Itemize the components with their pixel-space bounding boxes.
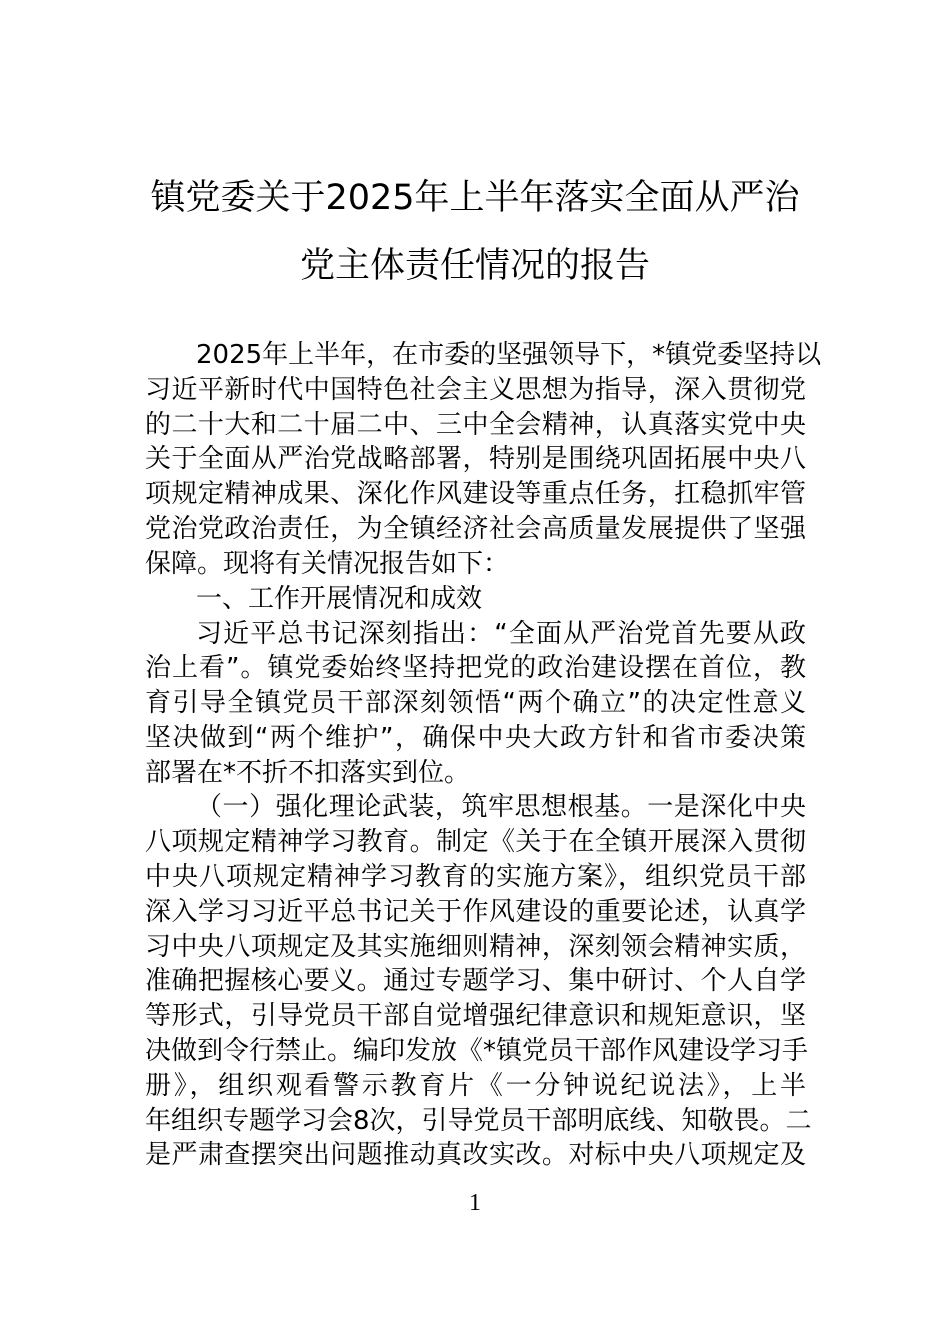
body-line: 部署在*不折不扣落实到位。	[145, 758, 471, 788]
body-line: （一）强化理论武装，筑牢思想根基。一是深化中央	[196, 792, 806, 822]
body-line: 保障。现将有关情况报告如下：	[145, 549, 510, 579]
body-line: 治上看”。镇党委始终坚持把党的政治建设摆在首位，教	[145, 653, 806, 683]
body-line: 深入学习习近平总书记关于作风建设的重要论述，认真学	[145, 897, 806, 927]
body-line: 坚决做到“两个维护”，确保中央大政方针和省市委决策	[145, 723, 806, 753]
body-line: 决做到令行禁止。编印发放《*镇党员干部作风建设学习手	[145, 1036, 809, 1066]
body-line: 是严肃查摆突出问题推动真改实改。对标中央八项规定及	[145, 1140, 806, 1170]
body-line: 习中央八项规定及其实施细则精神，深刻领会精神实质，	[145, 932, 806, 962]
body-line: 八项规定精神学习教育。制定《关于在全镇开展深入贯彻	[145, 827, 806, 857]
body-line: 年组织专题学习会8次，引导党员干部明底线、知敬畏。二	[145, 1106, 812, 1136]
page-number: 1	[469, 1190, 481, 1216]
section-heading: 一、工作开展情况和成效	[196, 584, 483, 614]
document-title-line-1: 镇党委关于2025年上半年落实全面从严治	[150, 178, 800, 218]
body-line: 册》，组织观看警示教育片《一分钟说纪说法》，上半	[145, 1071, 806, 1101]
body-line: 党治党政治责任，为全镇经济社会高质量发展提供了坚强	[145, 514, 806, 544]
body-line: 习近平新时代中国特色社会主义思想为指导，深入贯彻党	[145, 375, 806, 405]
body-line: 2025年上半年，在市委的坚强领导下，*镇党委坚持以	[196, 340, 822, 370]
body-line: 关于全面从严治党战略部署，特别是围绕巩固拓展中央八	[145, 444, 806, 474]
body-line: 准确把握核心要义。通过专题学习、集中研讨、个人自学	[145, 966, 806, 996]
body-line: 等形式，引导党员干部自觉增强纪律意识和规矩意识，坚	[145, 1001, 806, 1031]
body-line: 习近平总书记深刻指出：“全面从严治党首先要从政	[196, 619, 806, 649]
document-title-line-2: 党主体责任情况的报告	[299, 246, 650, 286]
body-line: 项规定精神成果、深化作风建设等重点任务，扛稳抓牢管	[145, 479, 806, 509]
body-line: 育引导全镇党员干部深刻领悟“两个确立”的决定性意义	[145, 688, 806, 718]
body-line: 的二十大和二十届二中、三中全会精神，认真落实党中央	[145, 410, 806, 440]
body-line: 中央八项规定精神学习教育的实施方案》，组织党员干部	[145, 862, 806, 892]
